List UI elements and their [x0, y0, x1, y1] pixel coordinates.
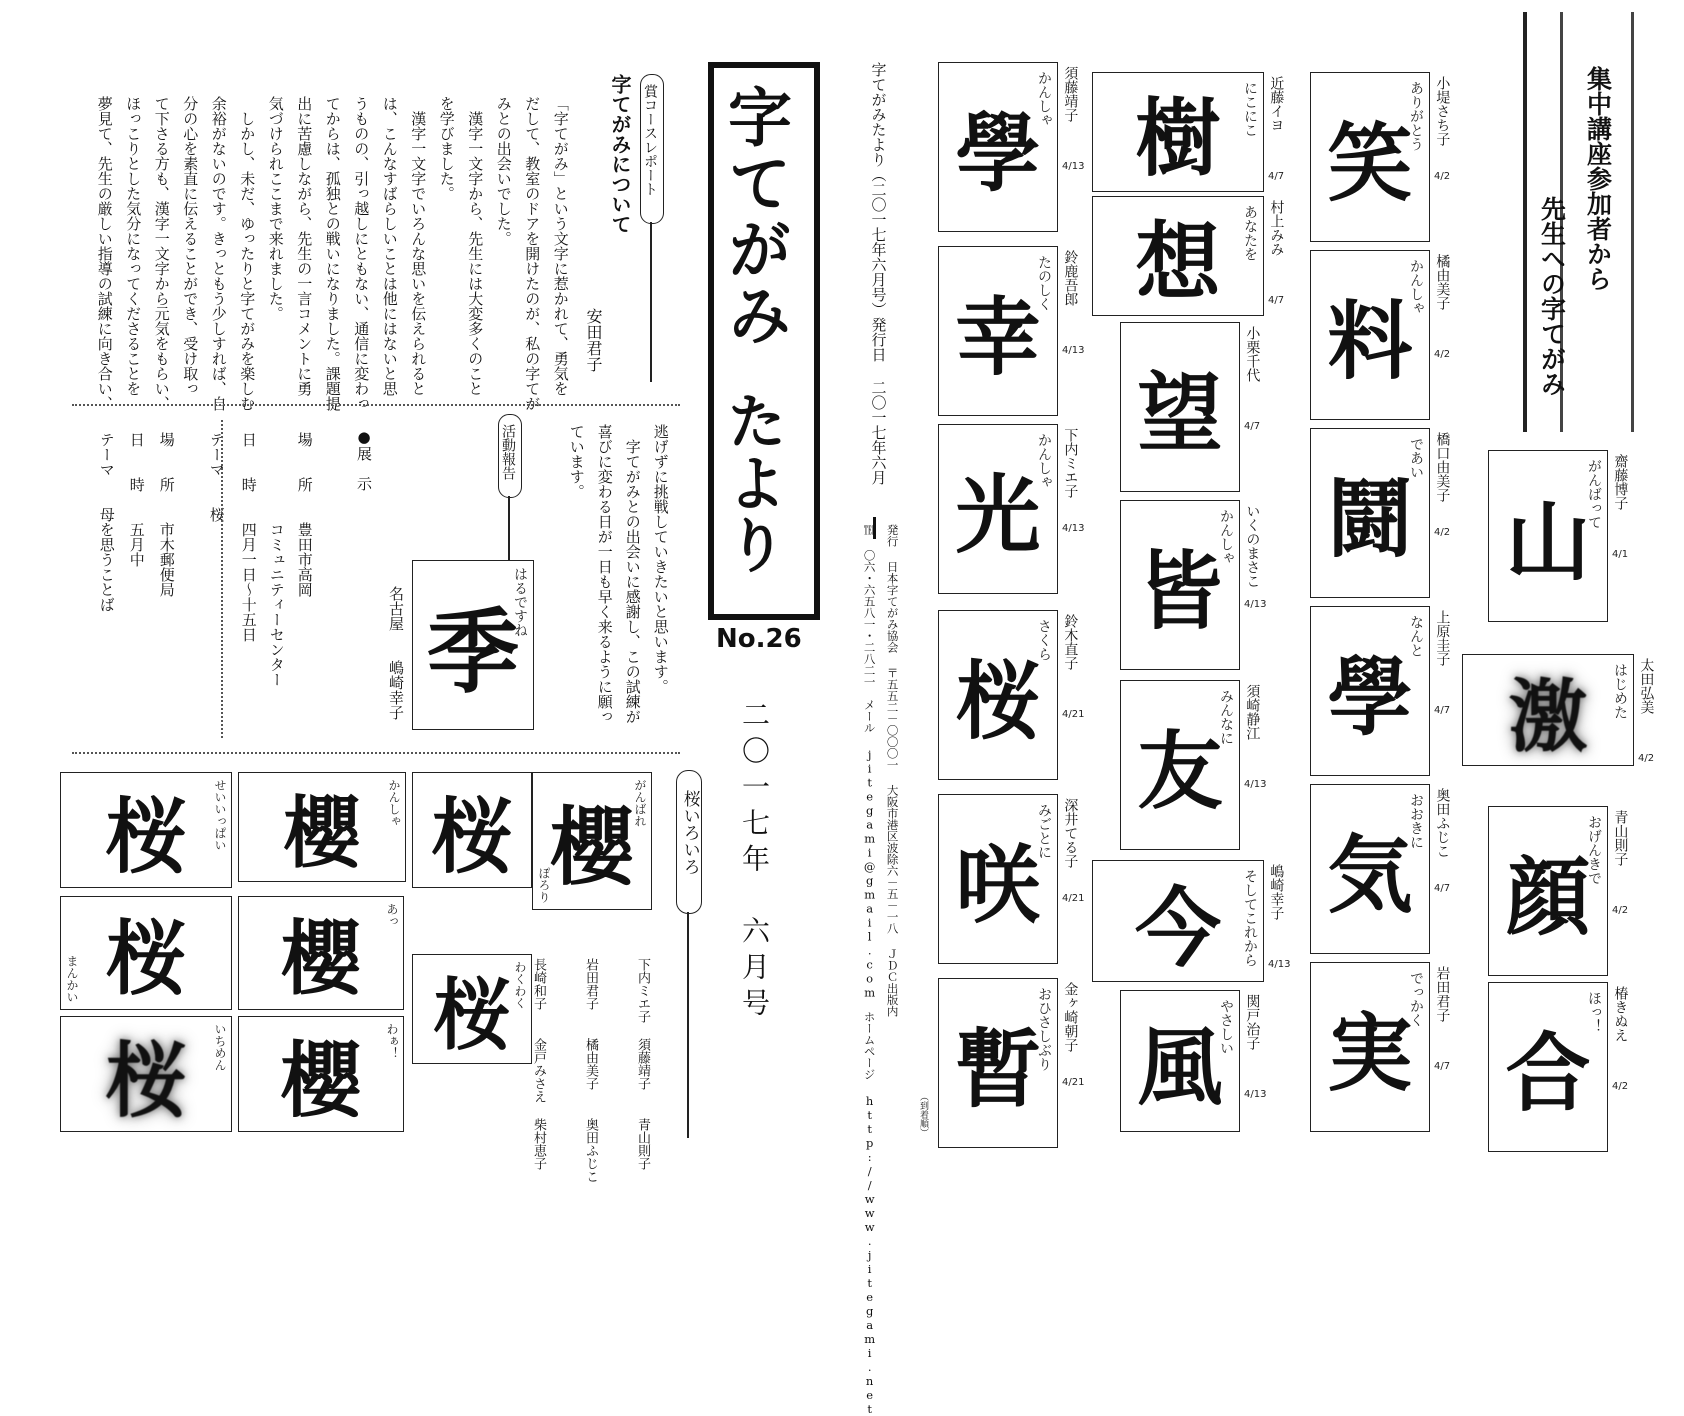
- letter-date: 4/2: [1434, 527, 1451, 538]
- sakura-label-line: [687, 912, 689, 1138]
- sakura-title: 桜いろいろ: [679, 790, 700, 875]
- activity-row: テーマ 母を思うことば: [97, 432, 116, 612]
- letter-card: [1488, 806, 1608, 976]
- report-body-line: みとの出会いでした。: [494, 96, 513, 246]
- activity-row: 場 所 市木郵便局: [157, 432, 176, 597]
- sakura-furigana: あっ: [385, 903, 399, 927]
- letter-date: 4/2: [1612, 905, 1629, 916]
- letter-furigana: みんなに: [1218, 689, 1234, 745]
- letter-card: [1488, 982, 1608, 1152]
- sakura-card: [532, 772, 652, 910]
- activity-label: 活動報告: [500, 424, 516, 480]
- sakura-furigana: がんばれ: [633, 779, 647, 827]
- corner-title-line-2: 先生への字てがみ: [1537, 196, 1567, 396]
- issue-number: No.26: [716, 624, 802, 654]
- letter-card: [1120, 322, 1240, 492]
- letter-glyph: 暫: [955, 1021, 1041, 1120]
- report-body-line: 出に苦慮しながら、先生の一言コメントに勇: [295, 96, 314, 396]
- letter-glyph: 気: [1327, 827, 1413, 926]
- letter-author: 岩田君子: [1434, 966, 1451, 1022]
- letter-author: 齋藤博子: [1612, 454, 1629, 510]
- letter-author: 須崎静江: [1244, 684, 1261, 740]
- letter-date: 4/2: [1434, 349, 1451, 360]
- exhibit-heading: ●展 示: [355, 428, 373, 491]
- sakura-furigana: いちめん: [213, 1023, 227, 1071]
- letter-furigana: やさしい: [1218, 999, 1234, 1055]
- letter-glyph: 今: [1135, 879, 1221, 979]
- letter-card: [1092, 72, 1264, 192]
- letter-furigana: はじめた: [1612, 663, 1628, 719]
- letter-card: [1488, 450, 1608, 622]
- letter-glyph: 山: [1505, 494, 1591, 593]
- letter-author: 橘由美子: [1434, 254, 1451, 310]
- letter-date: 4/13: [1062, 523, 1085, 534]
- report-body-line: 漢字一文字から、先生には大変多くのこと: [466, 96, 485, 396]
- letter-date: 4/2: [1434, 171, 1451, 182]
- letter-author: 上原圭子: [1434, 610, 1451, 666]
- letter-date: 4/13: [1244, 1089, 1267, 1100]
- sakura-furigana: せいいっぱい: [213, 779, 227, 851]
- letter-author: 関戸治子: [1244, 994, 1261, 1050]
- letter-glyph: 実: [1327, 1005, 1413, 1104]
- publication-publisher: 発行 日本字てがみ協会 〒五五二－〇〇〇一 大阪市港区波除六－五－一八 ＪＤＣ出版内: [885, 524, 900, 1017]
- letter-glyph: 桜: [955, 653, 1041, 752]
- sample-glyph: 季: [426, 599, 519, 706]
- letter-author: 村上みみ: [1268, 200, 1285, 256]
- letter-furigana: にこにこ: [1242, 81, 1258, 137]
- divider-lower: [72, 752, 680, 754]
- report-body-line: て下さる方も、漢字一文字から元気をもらい、: [152, 96, 171, 411]
- sakura-glyph: 桜: [432, 971, 511, 1061]
- publication-title: 字てがみたより（二〇一七年六月号）発行日 二〇一七年六月: [869, 62, 888, 485]
- masthead-title-bottom: たより: [717, 390, 787, 576]
- report-body-line: は、こんなすばらしいことは他にはないと思: [380, 96, 399, 396]
- report-body-line: 分の心を素直に伝えることができ、受け取っ: [181, 96, 200, 396]
- sakura-furigana: わくわく: [513, 961, 527, 1009]
- letter-date: 4/21: [1062, 893, 1085, 904]
- letter-glyph: 激: [1508, 671, 1588, 763]
- letter-author: 鈴木直子: [1062, 614, 1079, 670]
- report-label: 賞コースレポート: [642, 84, 658, 196]
- letter-furigana: あなたを: [1242, 205, 1258, 261]
- letter-furigana: かんしゃ: [1036, 71, 1052, 127]
- letter-date: 4/1: [1612, 549, 1629, 560]
- letter-furigana: ほっ！: [1586, 991, 1602, 1033]
- letter-card: [1310, 962, 1430, 1132]
- letter-author: 椿きぬえ: [1612, 986, 1629, 1042]
- letter-date: 4/21: [1062, 709, 1085, 720]
- sakura-subtext: ぽろり: [537, 867, 551, 903]
- letter-date: 4/7: [1268, 295, 1285, 306]
- sakura-card: [412, 954, 532, 1064]
- letter-furigana: さくら: [1036, 619, 1052, 661]
- arrival-order-note: （到着順）: [918, 1092, 928, 1137]
- sakura-card: [412, 772, 532, 888]
- sakura-contributor: 岩田君子: [583, 958, 598, 1010]
- letter-author: 小栗千代: [1244, 326, 1261, 382]
- divider-upper: [72, 404, 680, 406]
- sakura-glyph: 櫻: [549, 799, 635, 898]
- letter-furigana: であい: [1408, 437, 1424, 479]
- letter-card: [1310, 606, 1430, 776]
- corner-title-rule-3: [1631, 12, 1634, 432]
- sakura-glyph: 桜: [430, 789, 513, 885]
- letter-date: 4/13: [1062, 161, 1085, 172]
- letter-card: [1120, 680, 1240, 850]
- letter-card: [938, 62, 1058, 232]
- letter-card: [1310, 250, 1430, 420]
- report-body-line: 余裕がないのです。きっともう少しすれば、自: [209, 96, 228, 411]
- report-body-line: 「字てがみ」という文字に惹かれて、勇気を: [551, 96, 570, 396]
- letter-date: 4/13: [1268, 959, 1291, 970]
- letter-glyph: 想: [1135, 214, 1221, 313]
- sakura-furigana: かんしゃ: [387, 779, 401, 827]
- letter-author: 太田弘美: [1638, 658, 1655, 714]
- letter-glyph: 鬪: [1327, 471, 1413, 570]
- activity-row: コミュニティーセンター: [267, 432, 286, 687]
- corner-title-line-1: 集中講座参加者から: [1583, 66, 1613, 291]
- letter-furigana: なんと: [1408, 615, 1424, 657]
- activity-row: 日 時 五月中: [127, 432, 146, 567]
- letter-glyph: 顔: [1505, 849, 1591, 948]
- report-body-line: だして、教室のドアを開けたのが、私の字てが: [523, 96, 542, 411]
- letter-card: [938, 424, 1058, 594]
- sakura-card: [238, 1016, 404, 1132]
- sakura-contributor: 青山則子: [635, 1118, 650, 1170]
- report-body-line: 逃げずに挑戦していきたいと思います。: [651, 424, 670, 694]
- sakura-contributor: 須藤靖子: [635, 1038, 650, 1090]
- letter-furigana: おひさしぶり: [1036, 987, 1052, 1071]
- letter-date: 4/13: [1062, 345, 1085, 356]
- letter-author: 嶋崎幸子: [1268, 864, 1285, 920]
- letter-glyph: 光: [955, 467, 1041, 566]
- sakura-card: [60, 772, 232, 888]
- sakura-glyph: 桜: [104, 1033, 187, 1129]
- letter-glyph: 幸: [955, 289, 1041, 388]
- sakura-card: [60, 896, 232, 1010]
- sakura-glyph: 桜: [104, 789, 187, 885]
- sakura-card: [60, 1016, 232, 1132]
- letter-date: 4/21: [1062, 1077, 1085, 1088]
- report-body-line: てからは、孤独との戦いになりました。課題提: [323, 96, 342, 411]
- letter-furigana: おおきに: [1408, 793, 1424, 849]
- letter-card: [938, 794, 1058, 964]
- activity-row: 日 時 四月一日～十五日: [239, 432, 258, 642]
- activity-label-line: [508, 496, 510, 560]
- letter-date: 4/7: [1434, 1061, 1451, 1072]
- sakura-glyph: 桜: [105, 913, 187, 1007]
- letter-furigana: そしてこれから: [1242, 869, 1258, 967]
- letter-card: [1310, 428, 1430, 598]
- letter-glyph: 皆: [1137, 543, 1223, 642]
- report-body-line: 喜びに変わる日が一日も早く来るように願っ: [595, 424, 614, 724]
- publication-contact: ℡ 〇六・六五八一・二八二一 メール jitegami@gmail.com ホームページ http://www.jitegami.net: [862, 524, 877, 1416]
- letter-author: 深井てる子: [1062, 798, 1079, 868]
- issue-date: 二〇一七年 六月号: [738, 700, 771, 1024]
- letter-author: 近藤イヨ: [1268, 76, 1285, 132]
- letter-card: [1092, 860, 1264, 982]
- report-label-line: [650, 222, 652, 382]
- letter-card: [1120, 500, 1240, 670]
- letter-glyph: 咲: [955, 837, 1041, 936]
- letter-glyph: 樹: [1135, 90, 1221, 189]
- letter-furigana: かんしゃ: [1218, 509, 1234, 565]
- sakura-contributor: 金戸みさえ: [531, 1038, 546, 1103]
- corner-title-rule-1: [1523, 12, 1527, 432]
- letter-glyph: 望: [1137, 365, 1223, 464]
- letter-glyph: 笑: [1327, 115, 1413, 214]
- sakura-contributor: 橘由美子: [583, 1038, 598, 1090]
- letter-card: [1462, 654, 1634, 766]
- report-body-line: を学びました。: [437, 96, 456, 201]
- report-body-line: ほっこりとした気分になってくださることを: [124, 96, 143, 396]
- sample-place: 名古屋: [387, 586, 405, 631]
- letter-glyph: 友: [1137, 723, 1223, 822]
- report-body-line: 夢見て、先生の厳しい指導の試練に向き合い、: [95, 96, 114, 411]
- letter-furigana: たのしく: [1036, 255, 1052, 311]
- report-body-line: うものの、引っ越しにともない、通信に変わっ: [352, 96, 371, 411]
- letter-author: 金ヶ崎朝子: [1062, 982, 1079, 1052]
- activity-row: 場 所 豊田市高岡: [295, 432, 314, 597]
- letter-date: 4/2: [1612, 1081, 1629, 1092]
- sakura-contributor: 下内ミエ子: [635, 958, 650, 1023]
- letter-card: [1092, 196, 1264, 316]
- report-body-line: しかし、未だ、ゆったりと字てがみを楽しむ: [238, 96, 257, 411]
- report-body-line: ています。: [567, 424, 586, 499]
- letter-author: 小堤さち子: [1434, 76, 1451, 146]
- activity-divider: [221, 420, 223, 738]
- activity-sample-card: [412, 560, 534, 730]
- activity-row: テーマ 桜: [207, 432, 226, 522]
- letter-date: 4/7: [1268, 171, 1285, 182]
- letter-author: 鈴鹿吾郎: [1062, 250, 1079, 306]
- letter-glyph: 合: [1505, 1025, 1591, 1124]
- report-body-line: 気づけられここまで来れました。: [266, 96, 285, 321]
- letter-furigana: でっかく: [1408, 971, 1424, 1027]
- letter-date: 4/7: [1244, 421, 1261, 432]
- sakura-glyph: 櫻: [280, 913, 362, 1007]
- letter-glyph: 風: [1137, 1019, 1223, 1118]
- letter-card: [938, 610, 1058, 780]
- letter-card: [938, 978, 1058, 1148]
- sakura-glyph: 櫻: [282, 789, 361, 879]
- letter-date: 4/13: [1244, 599, 1267, 610]
- letter-furigana: かんしゃ: [1408, 259, 1424, 315]
- sakura-contributor: 奥田ふじこ: [583, 1118, 598, 1183]
- letter-furigana: がんばって: [1586, 459, 1602, 529]
- letter-card: [1310, 72, 1430, 242]
- letter-glyph: 學: [1327, 649, 1413, 748]
- sakura-glyph: 櫻: [279, 1033, 362, 1129]
- letter-furigana: みごとに: [1036, 803, 1052, 859]
- letter-furigana: おげんきで: [1586, 815, 1602, 885]
- letter-furigana: かんしゃ: [1036, 433, 1052, 489]
- sakura-furigana: わぁ！: [385, 1023, 399, 1059]
- sakura-card: [238, 772, 406, 882]
- letter-author: 青山則子: [1612, 810, 1629, 866]
- report-body-line: 漢字一文字でいろんな思いを伝えられると: [409, 96, 428, 396]
- letter-date: 4/13: [1244, 779, 1267, 790]
- letter-glyph: 學: [955, 105, 1041, 204]
- sample-name: 嶋崎幸子: [387, 660, 405, 720]
- sample-furigana: はるですね: [512, 567, 528, 637]
- letter-card: [1310, 784, 1430, 954]
- sakura-contributor: 柴村恵子: [531, 1118, 546, 1170]
- letter-card: [1120, 990, 1240, 1132]
- letter-author: 橋口由美子: [1434, 432, 1451, 502]
- report-body-line: 字てがみとの出会いに感謝し、この試練が: [623, 424, 642, 724]
- letter-date: 4/7: [1434, 705, 1451, 716]
- sakura-contributor: 長崎和子: [531, 958, 546, 1010]
- sakura-subtext: まんかい: [65, 955, 79, 1003]
- letter-date: 4/7: [1434, 883, 1451, 894]
- sakura-card: [238, 896, 404, 1010]
- letter-card: [938, 246, 1058, 416]
- letter-author: 下内ミエ子: [1062, 428, 1079, 498]
- letter-author: いくのまさこ: [1244, 504, 1261, 588]
- report-title: 字てがみについて: [608, 74, 632, 234]
- letter-glyph: 料: [1327, 293, 1413, 392]
- masthead-title-top: 字てがみ: [717, 84, 791, 348]
- letter-author: 奥田ふじこ: [1434, 788, 1451, 858]
- letter-author: 須藤靖子: [1062, 66, 1079, 122]
- report-author: 安田君子: [584, 308, 603, 372]
- letter-furigana: ありがとう: [1408, 81, 1424, 151]
- letter-date: 4/2: [1638, 753, 1655, 764]
